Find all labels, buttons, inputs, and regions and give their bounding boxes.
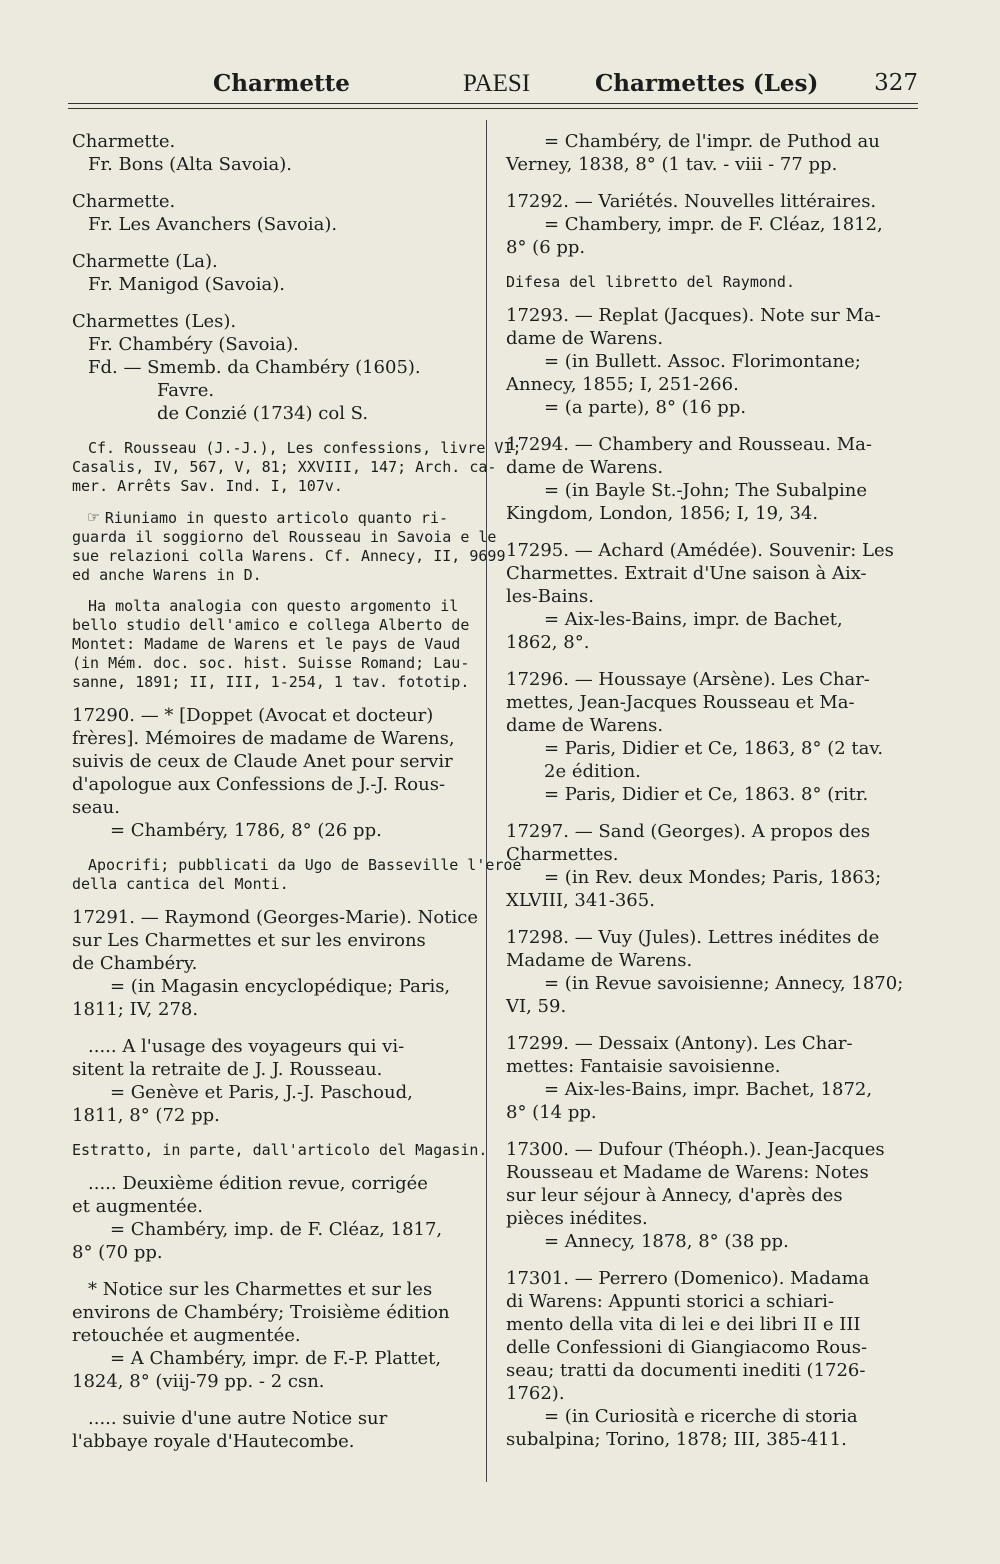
entry-line: Madame de Warens.	[506, 950, 693, 971]
left-column	[72, 130, 522, 1467]
entry-line: Favre.	[157, 380, 215, 401]
entry-17296	[506, 668, 916, 806]
entry-line: l'abbaye royale d'Hautecombe.	[72, 1431, 355, 1452]
entry-17290	[72, 704, 477, 842]
entry-17291-notice	[72, 1278, 477, 1393]
entry-line: = Aix-les-Bains, impr. de Bachet,	[544, 609, 843, 630]
entry-line: = Chambéry, de l'impr. de Puthod au	[544, 131, 880, 152]
entry-line: * Notice sur les Charmettes et sur les	[88, 1279, 433, 1300]
note-line: (in Mém. doc. soc. hist. Suisse Romand; Lau-	[72, 654, 470, 672]
entry-line: 17291. — Raymond (Georges-Marie). Notice	[72, 907, 478, 928]
entry-line: = (in Rev. deux Mondes; Paris, 1863;	[544, 867, 882, 888]
entry-line: mettes: Fantaisie savoisienne.	[506, 1056, 781, 1077]
reference-note	[72, 439, 522, 496]
header-center: PAESI	[463, 70, 531, 97]
entry-line: mettes, Jean-Jacques Rousseau et Ma-	[506, 692, 855, 713]
header-rule-bottom	[68, 108, 918, 109]
entry-17299	[506, 1032, 916, 1124]
entry-line: 8° (70 pp.	[72, 1242, 163, 1263]
entry-title: Charmettes (Les).	[72, 311, 237, 332]
header-left: Charmette	[213, 70, 350, 97]
entry-line: = Chambéry, imp. de F. Cléaz, 1817,	[110, 1219, 443, 1240]
entry-line: 17298. — Vuy (Jules). Lettres inédites de	[506, 927, 880, 948]
entry-line: Verney, 1838, 8° (1 tav. - viii - 77 pp.	[506, 154, 838, 175]
entry-line: Fd. — Smemb. da Chambéry (1605).	[88, 357, 421, 378]
entry-line: sitent la retraite de J. J. Rousseau.	[72, 1059, 383, 1080]
entry-17300	[506, 1138, 916, 1253]
entry-title: Charmette.	[72, 131, 176, 152]
entry-line: Fr. Les Avanchers (Savoia).	[88, 214, 338, 235]
entry-line: retouchée et augmentée.	[72, 1325, 301, 1346]
entry-continued	[506, 130, 916, 176]
pointing-hand-note	[72, 507, 506, 585]
entry-line: 2e édition.	[544, 761, 641, 782]
note-line: Difesa del libretto del Raymond.	[506, 273, 795, 291]
note-line: bello studio dell'amico e collega Alberto de	[72, 616, 470, 634]
entry-line: ..... Deuxième édition revue, corrigée	[88, 1173, 428, 1194]
entry-line: Fr. Manigod (Savoia).	[88, 274, 285, 295]
note-line: Ha molta analogia con questo argomento il	[88, 597, 459, 615]
entry-charmette-avanchers	[72, 190, 477, 236]
entry-line: seau; tratti da documenti inediti (1726-	[506, 1360, 866, 1381]
entry-line: Rousseau et Madame de Warens: Notes	[506, 1162, 869, 1183]
entry-line: 17294. — Chambery and Rousseau. Ma-	[506, 434, 872, 455]
note-line: della cantica del Monti.	[72, 875, 289, 893]
entry-line: environs de Chambéry; Troisième édition	[72, 1302, 450, 1323]
entry-line: 17296. — Houssaye (Arsène). Les Char-	[506, 669, 870, 690]
entry-line: XLVIII, 341-365.	[506, 890, 655, 911]
note-line: sanne, 1891; II, III, 1-254, 1 tav. fototip.	[72, 673, 470, 691]
entry-line: 17299. — Dessaix (Antony). Les Char-	[506, 1033, 853, 1054]
entry-line: Annecy, 1855; I, 251-266.	[506, 374, 739, 395]
entry-line: seau.	[72, 797, 120, 818]
entry-line: Charmettes.	[506, 844, 619, 865]
entry-line: = (in Magasin encyclopédique; Paris,	[110, 976, 451, 997]
entry-line: 1811, 8° (72 pp.	[72, 1105, 220, 1126]
entry-17291-suivie	[72, 1407, 477, 1453]
entry-17298	[506, 926, 916, 1018]
entry-line: de Chambéry.	[72, 953, 198, 974]
entry-line: 17300. — Dufour (Théoph.). Jean-Jacques	[506, 1139, 885, 1160]
entry-line: subalpina; Torino, 1878; III, 385-411.	[506, 1429, 847, 1450]
entry-line: 17290. — * [Doppet (Avocat et docteur)	[72, 705, 434, 726]
entry-17291-usage	[72, 1035, 477, 1127]
right-column	[506, 130, 916, 1465]
entry-line: 17292. — Variétés. Nouvelles littéraires.	[506, 191, 877, 212]
entry-line: delle Confessioni di Giangiacomo Rous-	[506, 1337, 868, 1358]
entry-line: = (in Bullett. Assoc. Florimontane;	[544, 351, 861, 372]
entry-line: = A Chambéry, impr. de F.-P. Plattet,	[110, 1348, 442, 1369]
entry-title: Charmette (La).	[72, 251, 218, 272]
entry-line: = Chambery, impr. de F. Cléaz, 1812,	[544, 214, 883, 235]
entry-line: 1811; IV, 278.	[72, 999, 199, 1020]
difesa-note	[506, 273, 916, 292]
entry-line: 8° (14 pp.	[506, 1102, 597, 1123]
analogy-note	[72, 597, 477, 692]
entry-line: 1824, 8° (viij-79 pp. - 2 csn.	[72, 1371, 325, 1392]
entry-line: de Conzié (1734) col S.	[157, 403, 369, 424]
entry-line: 17301. — Perrero (Domenico). Madama	[506, 1268, 870, 1289]
entry-title: Charmette.	[72, 191, 176, 212]
note-line: Casalis, IV, 567, V, 81; XXVIII, 147; Arch. ca-	[72, 458, 497, 476]
entry-line: = (in Curiosità e ricerche di storia	[544, 1406, 858, 1427]
entry-17293	[506, 304, 916, 419]
running-header	[68, 70, 918, 104]
entry-line: 17293. — Replat (Jacques). Note sur Ma-	[506, 305, 881, 326]
pointing-hand-icon: ☞	[88, 507, 99, 528]
note-line	[72, 508, 477, 528]
entry-line: di Warens: Appunti storici a schiari-	[506, 1291, 835, 1312]
entry-line: dame de Warens.	[506, 715, 664, 736]
entry-line: Kingdom, London, 1856; I, 19, 34.	[506, 503, 819, 524]
entry-line: dame de Warens.	[506, 328, 664, 349]
entry-line: = Chambéry, 1786, 8° (26 pp.	[110, 820, 382, 841]
entry-line: sur Les Charmettes et sur les environs	[72, 930, 426, 951]
note-line: Cf. Rousseau (J.-J.), Les confessions, livre VI;	[88, 439, 522, 457]
entry-line: suivis de ceux de Claude Anet pour servir	[72, 751, 453, 772]
note-text: Riuniamo in questo articolo quanto ri-	[104, 509, 449, 527]
entry-line: = Annecy, 1878, 8° (38 pp.	[544, 1231, 789, 1252]
entry-17291	[72, 906, 477, 1021]
note-line: ed anche Warens in D.	[72, 566, 262, 584]
note-line: Apocrifi; pubblicati da Ugo de Basseville l'eroe	[88, 856, 522, 874]
page-number: 327	[874, 70, 918, 96]
entry-line: d'apologue aux Confessions de J.-J. Rous-	[72, 774, 446, 795]
entry-line: 8° (6 pp.	[506, 237, 586, 258]
note-line: sue relazioni colla Warens. Cf. Annecy, II, 9699	[72, 547, 506, 565]
entry-line: = Genève et Paris, J.-J. Paschoud,	[110, 1082, 413, 1103]
entry-17291-deuxieme	[72, 1172, 477, 1264]
entry-line: mento della vita di lei e dei libri II e III	[506, 1314, 861, 1335]
entry-line: = (in Revue savoisienne; Annecy, 1870;	[544, 973, 904, 994]
entry-line: = Aix-les-Bains, impr. Bachet, 1872,	[544, 1079, 873, 1100]
entry-17294	[506, 433, 916, 525]
note-line: Estratto, in parte, dall'articolo del Magasin.	[72, 1141, 488, 1159]
note-line: mer. Arrêts Sav. Ind. I, 107v.	[72, 477, 343, 495]
entry-charmette-bons	[72, 130, 477, 176]
entry-line: frères]. Mémoires de madame de Warens,	[72, 728, 455, 749]
entry-line: = (in Bayle St.-John; The Subalpine	[544, 480, 867, 501]
entry-line: ..... suivie d'une autre Notice sur	[88, 1408, 388, 1429]
entry-line: = Paris, Didier et Ce, 1863, 8° (2 tav.	[544, 738, 884, 759]
entry-line: = (a parte), 8° (16 pp.	[544, 397, 747, 418]
header-right: Charmettes (Les)	[595, 70, 819, 97]
entry-charmettes-les	[72, 310, 477, 425]
entry-17295	[506, 539, 916, 654]
entry-line: = Paris, Didier et Ce, 1863. 8° (ritr.	[544, 784, 869, 805]
entry-line: VI, 59.	[506, 996, 567, 1017]
entry-line: Charmettes. Extrait d'Une saison à Aix-	[506, 563, 867, 584]
entry-line: pièces inédites.	[506, 1208, 648, 1229]
entry-line: sur leur séjour à Annecy, d'après des	[506, 1185, 843, 1206]
column-divider	[486, 120, 487, 1482]
entry-line: Fr. Bons (Alta Savoia).	[88, 154, 292, 175]
entry-line: et augmentée.	[72, 1196, 204, 1217]
entry-line: 1862, 8°.	[506, 632, 590, 653]
entry-line: 17297. — Sand (Georges). A propos des	[506, 821, 871, 842]
entry-charmette-la	[72, 250, 477, 296]
header-rule-top	[68, 103, 918, 104]
entry-line: 17295. — Achard (Amédée). Souvenir: Les	[506, 540, 894, 561]
note-line: Montet: Madame de Warens et le pays de Vaud	[72, 635, 461, 653]
entry-line: les-Bains.	[506, 586, 594, 607]
estratto-note	[72, 1141, 488, 1160]
entry-17292	[506, 190, 916, 259]
entry-17297	[506, 820, 916, 912]
note-line: guarda il soggiorno del Rousseau in Savoia e le	[72, 528, 497, 546]
entry-17301	[506, 1267, 916, 1451]
entry-line: 1762).	[506, 1383, 565, 1404]
apocrifi-note	[72, 856, 522, 894]
entry-line: ..... A l'usage des voyageurs qui vi-	[88, 1036, 405, 1057]
entry-line: Fr. Chambéry (Savoia).	[88, 334, 299, 355]
entry-line: dame de Warens.	[506, 457, 664, 478]
